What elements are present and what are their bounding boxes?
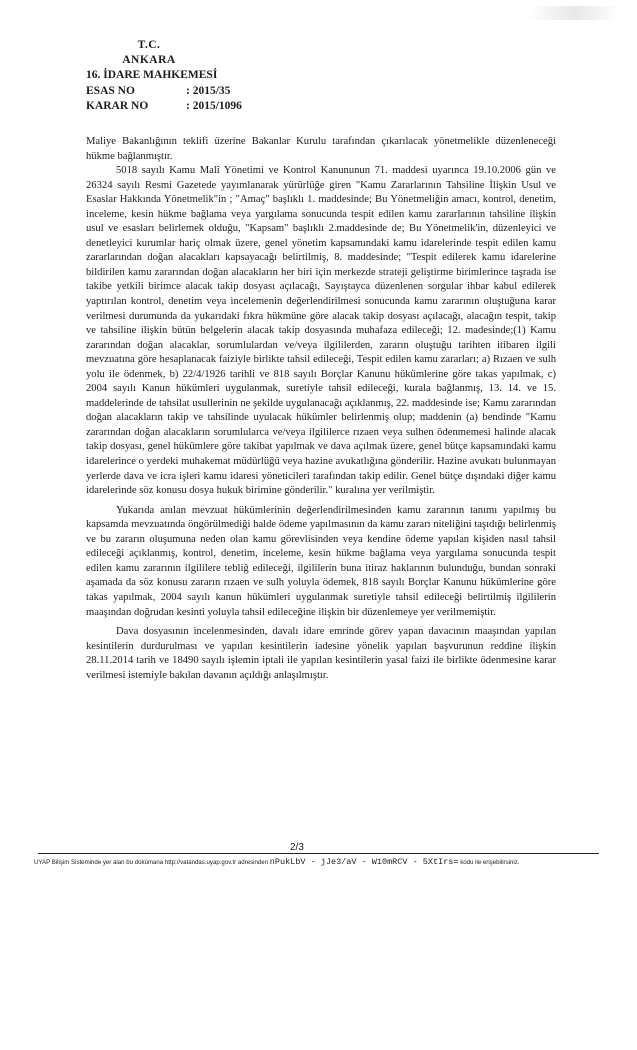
esas-value: : 2015/35	[186, 84, 231, 97]
header-court: 16. İDARE MAHKEMESİ	[86, 69, 218, 82]
header-tc: T.C.	[137, 39, 161, 51]
esas-label: ESAS NO	[86, 84, 135, 97]
document-header	[86, 38, 346, 114]
footer-divider	[38, 853, 599, 854]
footer-suffix: kodu ile erişebilirsiniz.	[460, 859, 520, 866]
footer	[34, 857, 604, 867]
paragraph-1: Maliye Bakanlığının teklifi üzerine Bakanlar Kurulu tarafından çıkarılacak yönetmelikle düzenleneceği hükme bağlanmıştır.	[86, 136, 556, 162]
karar-row	[86, 99, 346, 114]
paragraph-3: Yukarıda anılan mevzuat hükümlerinin değerlendirilmesinden kamu zararının tanımı yapılmış bu kapsamda mevzuatında öngörülmediği halde ödeme yapılmasının da kamu zararı niteliğini taşıdığı belirlenmiş ve bu zararın oluşumuna neden olan kamu görevlisinden veya kendine ödeme yapılan kişiden nasıl tahsil edileceği açıklanmış, kontrol, denetim, inceleme, kesin hükme bağlama veya yargılama sonucunda tespit edilen kamu zararının ilgililere tebliğ edileceği, ilgililerin buna itiraz haklarının bulunduğu, bundan sonraki aşamada da söz konusu zararın rızaen ve sulh yoluyla ödemek, 818 sayılı Borçlar Kanunu hükümlerine göre takas yapılmak, 2004 sayılı kanun hükümleri uygulanmak suretiyle tahsil edileceği belirtilmiş ilgililerin maaşından doğrudan kesinti yoluyla tahsil edileceğine ilişkin bir düzenlemeye yer verilmemiştir.	[86, 504, 556, 618]
karar-label: KARAR NO	[86, 99, 149, 112]
page-number: 2/3	[290, 842, 304, 853]
karar-value: : 2015/1096	[186, 99, 242, 112]
scan-smudge	[529, 6, 619, 20]
document-body	[86, 135, 556, 683]
esas-row	[86, 84, 346, 99]
footer-text: UYAP Bilişim Sisteminde yer alan bu dokümana http://vatandas.uyap.gov.tr adresinden	[34, 859, 269, 866]
footer-access-code: nPukLbV - jJe3/aV - W10mRCV - 5XtIrs=	[269, 857, 459, 867]
paragraph-4: Dava dosyasının incelenmesinden, davalı idare emrinde görev yapan davacının maaşından yapılan kesintilerin durdurulması ve yapılan kesintilerin iadesine yönelik yapılan başvurunun reddine ilişkin 28.11.2014 tarih ve 18490 sayılı işlemin iptali ile yapılan kesintilerin yasal faizi ile birlikte ödenmesine karar verilmesi istemiyle bakılan davanın açıldığı anlaşılmıştır.	[86, 626, 556, 681]
paragraph-2: 5018 sayılı Kamu Malî Yönetimi ve Kontrol Kanununun 71. maddesi uyarınca 19.10.2006 gün ve 26324 sayılı Resmi Gazetede yayımlanarak yürürlüğe giren "Kamu Zararlarının Tahsiline İlişkin Usul ve Esaslar Hakkında Yönetmelik"in ; "Amaç" başlıklı 1. maddesinde; Bu Yönetmeliğin amacı, kontrol, denetim, inceleme, kesin hükme bağlama veya yargılama sonucunda tespit edilen kamu zararlarının tahsiline ilişkin usul ve esasları belirlemek olduğu, "Kapsam" başlıklı 2.maddesinde de; Bu Yönetmelik'in, düzenleyici ve denetleyici kurumlar hariç olmak üzere, genel yönetim kapsamındaki kamu idarelerinde tespit edilen kamu zararlarından doğan alacakları kapsayacağı belirtilmiş, 8. maddesinde; "Tespit edilerek kamu idarelerine bildirilen kamu zararından doğan alacakların her biri için merkezde strateji geliştirme birimlerince taşrada ise takibe yetkili birimce alacak takip dosyası açılacağı, Sayıştayca düzenlenen sorgular ihbar kabul edilerek yaptırılan kontrol, denetim veya incelemenin değerlendirilmesi sonucunda kamu zararının oluştuğuna karar verilmesi durumunda da yukarıdaki fıkra hükmüne göre alacak takip dosyası açılacağı, alacağın tespit, takip ve tahsiline ilişkin bütün belgelerin alacak takip dosyasında muhafaza edileceği; 12. madesinde;(1) Kamu zararından doğan alacaklar, sorumlulardan ve/veya ilgililerden, zararın oluştuğu tarihten itibaren ilgili mevzuatına göre hesaplanacak faiziyle birlikte tahsil edileceği, Tespit edilen kamu zararları; a) Rızaen ve sulh yolu ile ödenmek, b) 22/4/1926 tarihli ve 818 sayılı Borçlar Kanunu hükümlerine göre takas yapılmak, c) 2004 sayılı Kanun hükümleri uygulanmak, suretiyle tahsil edileceği, kurala bağlanmış, 13. 14. ve 15. maddelerinde de tahsilat usullerinin ne şekilde uygulanacağı açıklanmış, 22. maddesinde ise; Kamu zararından doğan alacakların takip ve tahsilinde uyulacak hükümler belirlenmiş olup; maddenin (a) bendinde "Kamu zararından doğan alacakların sorumlularca ve/veya ilgililerce rızaen veya sulhen ödenmemesi halinde alacak takip dosyası, genel hükümlere göre takibat yapılmak ve dava açılmak üzere, genel bütçe kapsamındaki kamu idarelerince o yerdeki muhakemat müdürlüğü veya hazine avukatlığına gönderilir. Hazine avukatı bulunmayan yerlerde dava ve icra işleri kamu idaresi yöneticileri tarafından takip edilir. Genel bütçe dışındaki diğer kamu idarelerinde söz konusu dosya hukuk birimine gönderilir." kuralına yer verilmiştir.	[86, 165, 556, 497]
header-city: ANKARA	[122, 54, 176, 67]
